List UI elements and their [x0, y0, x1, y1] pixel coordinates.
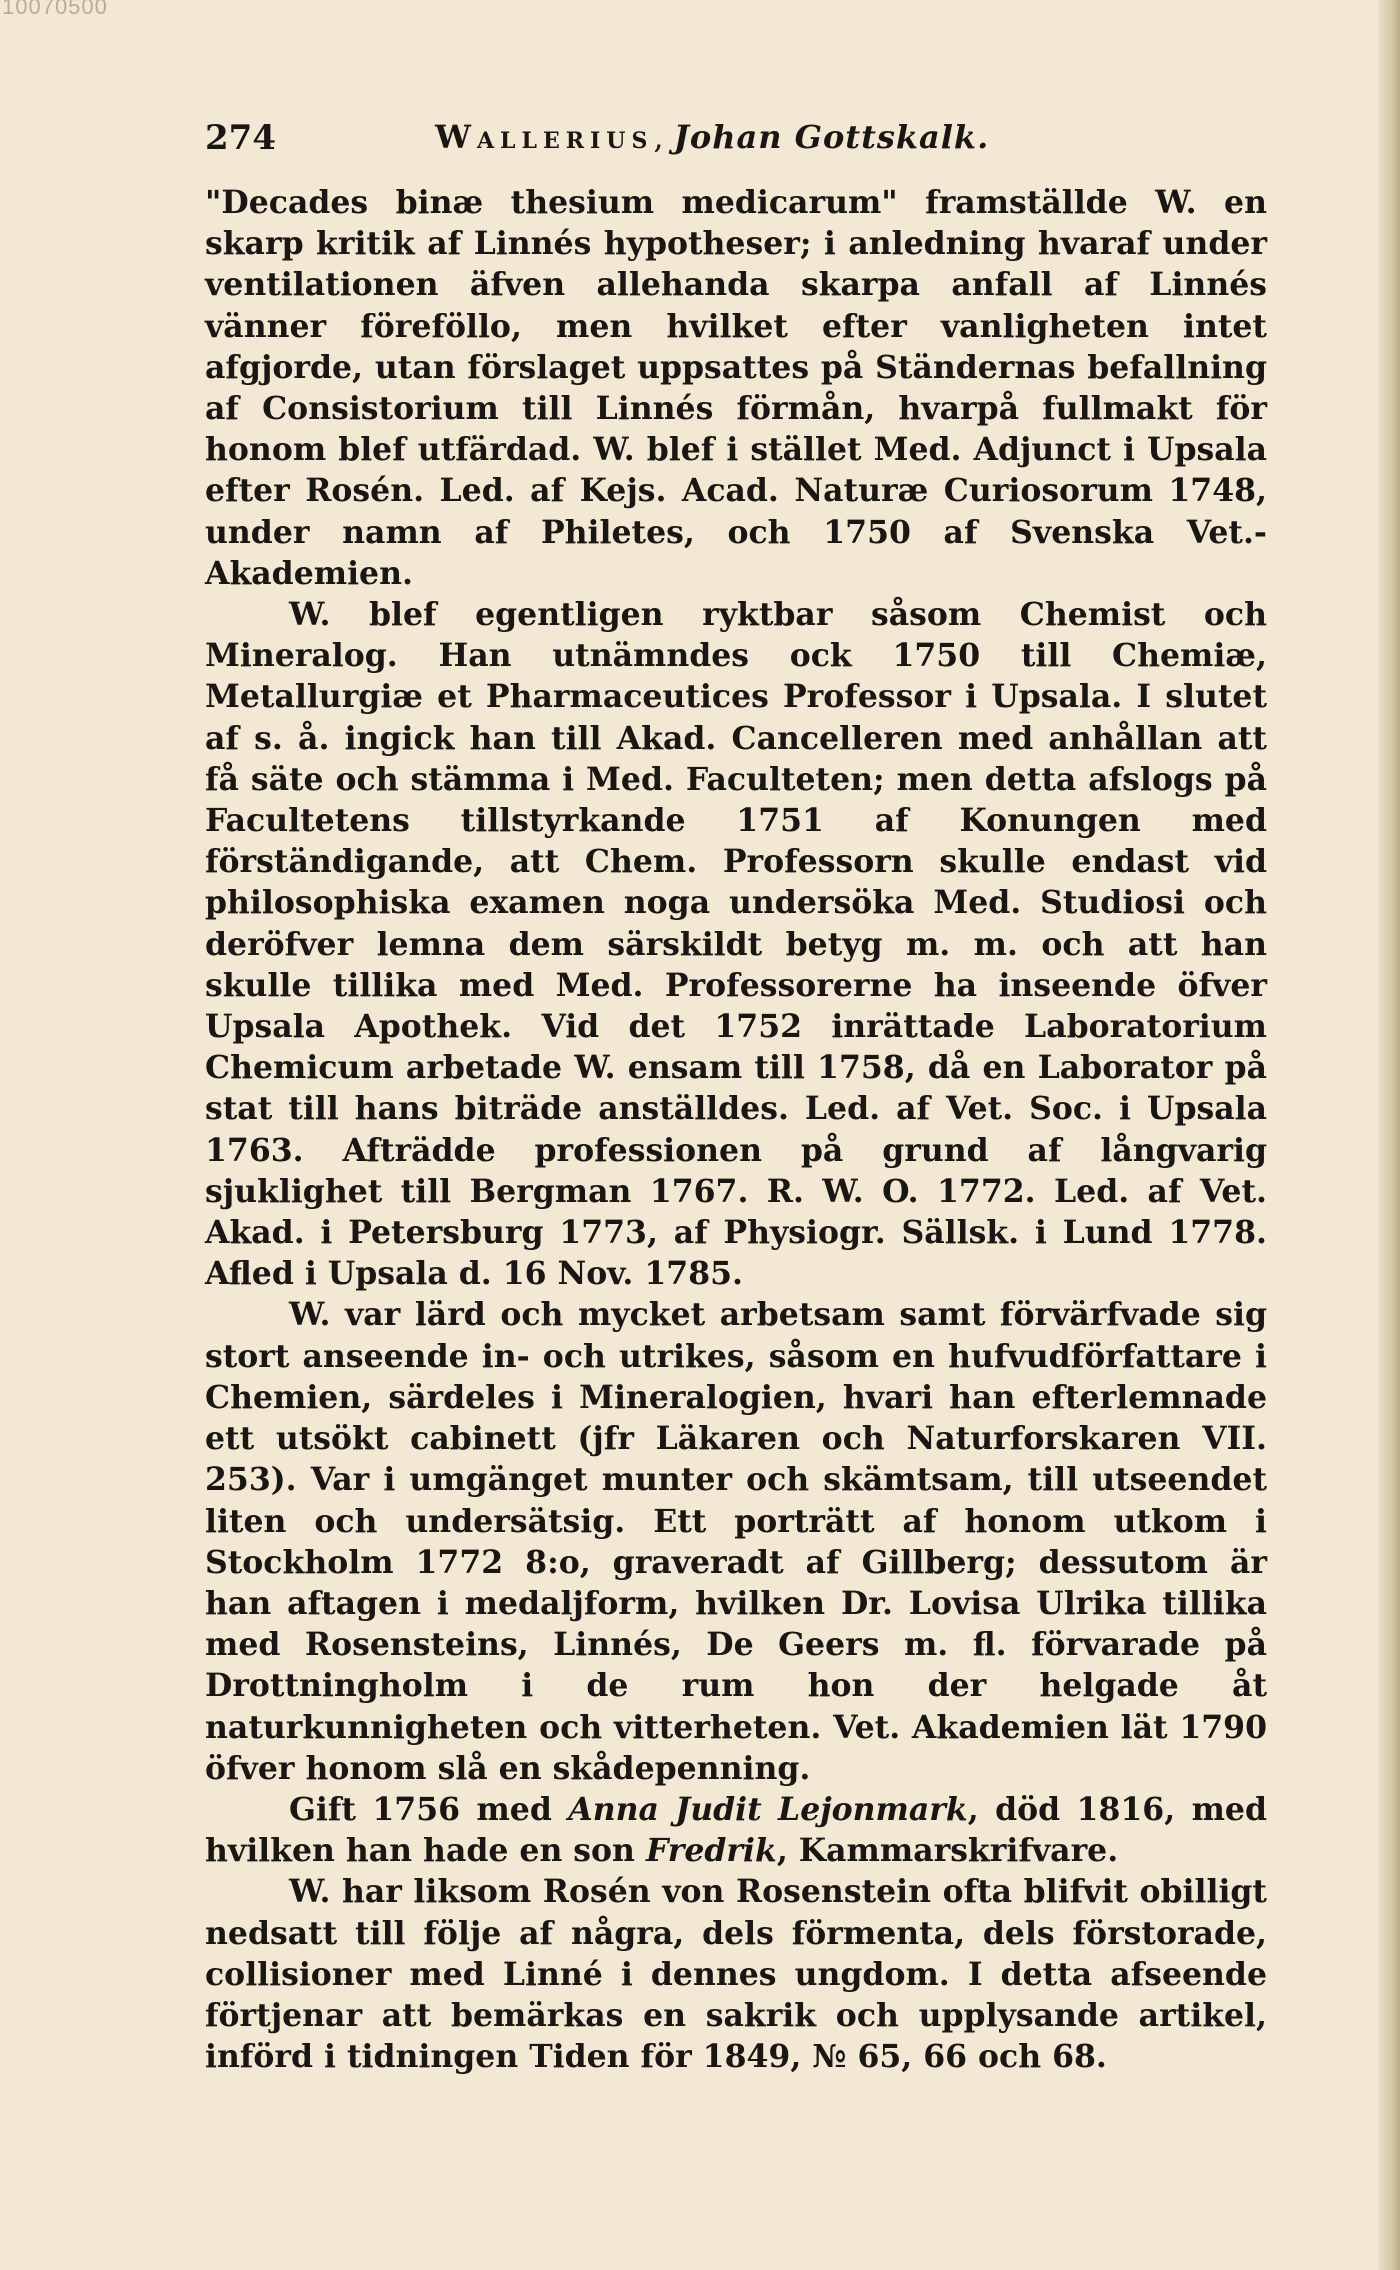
marriage-text-end: , Kammarskrifvare. [776, 1832, 1119, 1870]
scan-identifier: 10070500 [2, 0, 108, 19]
marriage-text-middle: , död 1816, med hvilken han hade en son [205, 1790, 1267, 1870]
paragraph-5: W. har liksom Rosén von Rosenstein ofta blifvit obilligt nedsatt till följe af några, dels förmenta, dels förstorade, collisioner med Linné i dennes ungdom. I detta afseende förtjenar att bemärkas en sakrik och upplysande artikel, införd i tidningen Tiden för 1849, № 65, 66 och 68. [205, 1873, 1267, 2076]
paragraph-1: "Decades binæ thesium medicarum" framställde W. en skarp kritik af Linnés hypotheser; i anledning hvaraf under ventilationen äfven allehanda skarpa anfall af Linnés vänner föreföllo, men hvilket efter vanligheten intet afgjorde, utan förslaget uppsattes på Ständernas befallning af Consistorium till Linnés förmån, hvarpå fullmakt för honom blef utfärdad. W. blef i stället Med. Adjunct i Upsala efter Rosén. Led. af Kejs. Acad. Naturæ Curiosorum 1748, under namn af Philetes, och 1750 af Svenska Vet.-Akademien. [205, 184, 1267, 592]
page-header [205, 118, 1265, 168]
wife-name: Anna Judit Lejonmark [568, 1790, 968, 1828]
son-name: Fredrik [645, 1832, 777, 1870]
running-head: Wallerius, Johan Gottskalk. [435, 118, 990, 156]
page-number: 274 [205, 118, 276, 158]
paragraph-2: W. blef egentligen ryktbar såsom Chemist och Mineralog. Han utnämndes ock 1750 till Chemiæ, Metallurgiæ et Pharmaceutices Professor i Upsala. I slutet af s. å. ingick han till Akad. Cancelleren med anhållan att få säte och stämma i Med. Faculteten; men detta afslogs på Facultetens tillstyrkande 1751 af Konungen med förständigande, att Chem. Professorn skulle endast vid philosophiska examen noga undersöka Med. Studiosi och deröfver lemna dem särskildt betyg m. m. och att han skulle tillika med Med. Professorerne ha inseende öfver Upsala Apothek. Vid det 1752 inrättade Laboratorium Chemicum arbetade W. ensam till 1758, då en Laborator på stat till hans biträde anställdes. Led. af Vet. Soc. i Upsala 1763. Afträdde professionen på grund af långvarig sjuklighet till Bergman 1767. R. W. O. 1772. Led. af Vet. Akad. i Petersburg 1773, af Physiogr. Sällsk. i Lund 1778. Afled i Upsala d. 16 Nov. 1785. [205, 596, 1267, 1293]
page-edge [1378, 0, 1400, 2270]
paragraph-3: W. var lärd och mycket arbetsam samt förvärfvade sig stort anseende in- och utrikes, såsom en hufvudförfattare i Chemien, särdeles i Mineralogien, hvari han efterlemnade ett utsökt cabinett (jfr Läkaren och Naturforskaren VII. 253). Var i umgänget munter och skämtsam, till utseendet liten och undersätsig. Ett porträtt af honom utkom i Stockholm 1772 8:o, graveradt af Gillberg; dessutom är han aftagen i medaljform, hvilken Dr. Lovisa Ulrika tillika med Rosensteins, Linnés, De Geers m. fl. förvarade på Drottningholm i de rum hon der helgade åt naturkunnigheten och vitterheten. Vet. Akademien lät 1790 öfver honom slå en skådepenning. [205, 1296, 1267, 1787]
running-head-surname: Wallerius [435, 118, 654, 156]
article-body [205, 182, 1267, 2077]
running-head-given-names: Johan Gottskalk. [673, 118, 990, 156]
marriage-text-start: Gift 1756 med [289, 1790, 569, 1828]
paragraph-4 [205, 1789, 1267, 1871]
